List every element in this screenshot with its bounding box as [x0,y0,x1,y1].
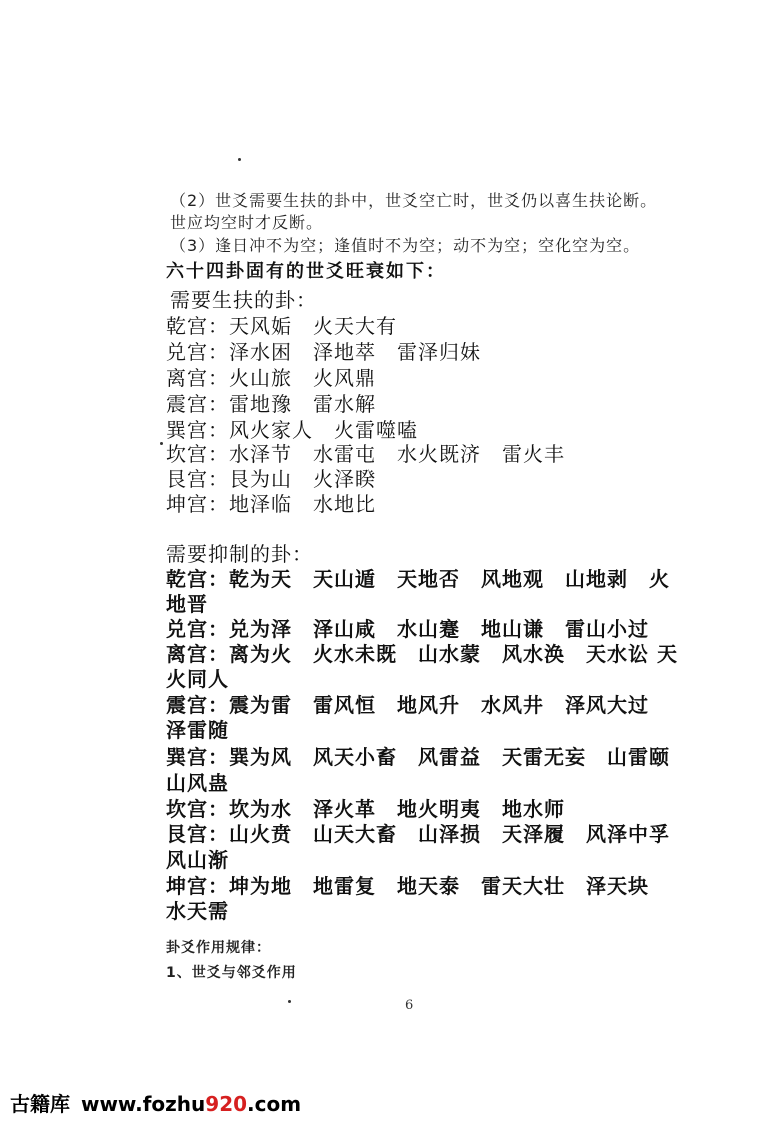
restrain-line: 兑宫：兑为泽 泽山咸 水山蹇 地山谦 雷山小过 [166,617,649,641]
restrain-line: 艮宫：山火贲 山天大畜 山泽损 天泽履 风泽中孚 [166,822,670,846]
support-heading: 需要生扶的卦： [170,288,317,312]
support-line: 兑宫：泽水困 泽地萃 雷泽归妹 [166,340,481,364]
rules-item: 1、世爻与邻爻作用 [166,965,297,981]
note-line-3: （3）逢日冲不为空；逢值时不为空；动不为空；空化空为空。 [170,236,641,255]
scan-speck [160,442,163,445]
site-watermark [10,1088,301,1117]
scan-speck [288,1000,291,1003]
rules-heading: 卦爻作用规律： [166,940,271,956]
restrain-line: 泽雷随 [166,718,229,742]
restrain-line: 乾宫：乾为天 天山遁 天地否 风地观 山地剥 火 [166,567,670,591]
support-line: 乾宫：天风姤 火天大有 [166,314,397,338]
page-number: 6 [405,998,414,1013]
restrain-line: 坎宫：坎为水 泽火革 地火明夷 地水师 [166,797,565,821]
support-line: 坎宫：水泽节 水雷屯 水火既济 雷火丰 [166,442,565,466]
support-line: 艮宫：艮为山 火泽睽 [166,467,376,491]
site-url-suffix: .com [247,1092,302,1116]
support-line: 离宫：火山旅 火风鼎 [166,366,376,390]
restrain-line: 离宫：离为火 火水未既 山水蒙 风水涣 天水讼 天 [166,642,678,666]
site-url-number: 920 [205,1092,248,1116]
restrain-line: 风山渐 [166,848,229,872]
scan-speck [238,158,241,161]
note-line-1: （2）世爻需要生扶的卦中，世爻空亡时，世爻仍以喜生扶论断。 [170,191,658,210]
site-label: 古籍库 [10,1092,70,1116]
restrain-line: 地晋 [166,592,208,616]
site-url-prefix: www.fozhu [80,1092,206,1116]
note-line-2: 世应均空时才反断。 [170,213,324,232]
restrain-line: 坤宫：坤为地 地雷复 地天泰 雷天大壮 泽天块 [166,874,649,898]
restrain-line: 火同人 [166,667,229,691]
restrain-line: 山风蛊 [166,771,229,795]
restrain-heading: 需要抑制的卦： [166,542,313,566]
restrain-line: 巽宫：巽为风 风天小畜 风雷益 天雷无妄 山雷颐 [166,745,670,769]
support-line: 巽宫：风火家人 火雷噬嗑 [166,418,418,442]
table-title: 六十四卦固有的世爻旺衰如下： [166,261,446,282]
support-line: 坤宫：地泽临 水地比 [166,492,376,516]
restrain-line: 水天需 [166,899,229,923]
support-line: 震宫：雷地豫 雷水解 [166,392,376,416]
restrain-line: 震宫：震为雷 雷风恒 地风升 水风井 泽风大过 [166,693,649,717]
